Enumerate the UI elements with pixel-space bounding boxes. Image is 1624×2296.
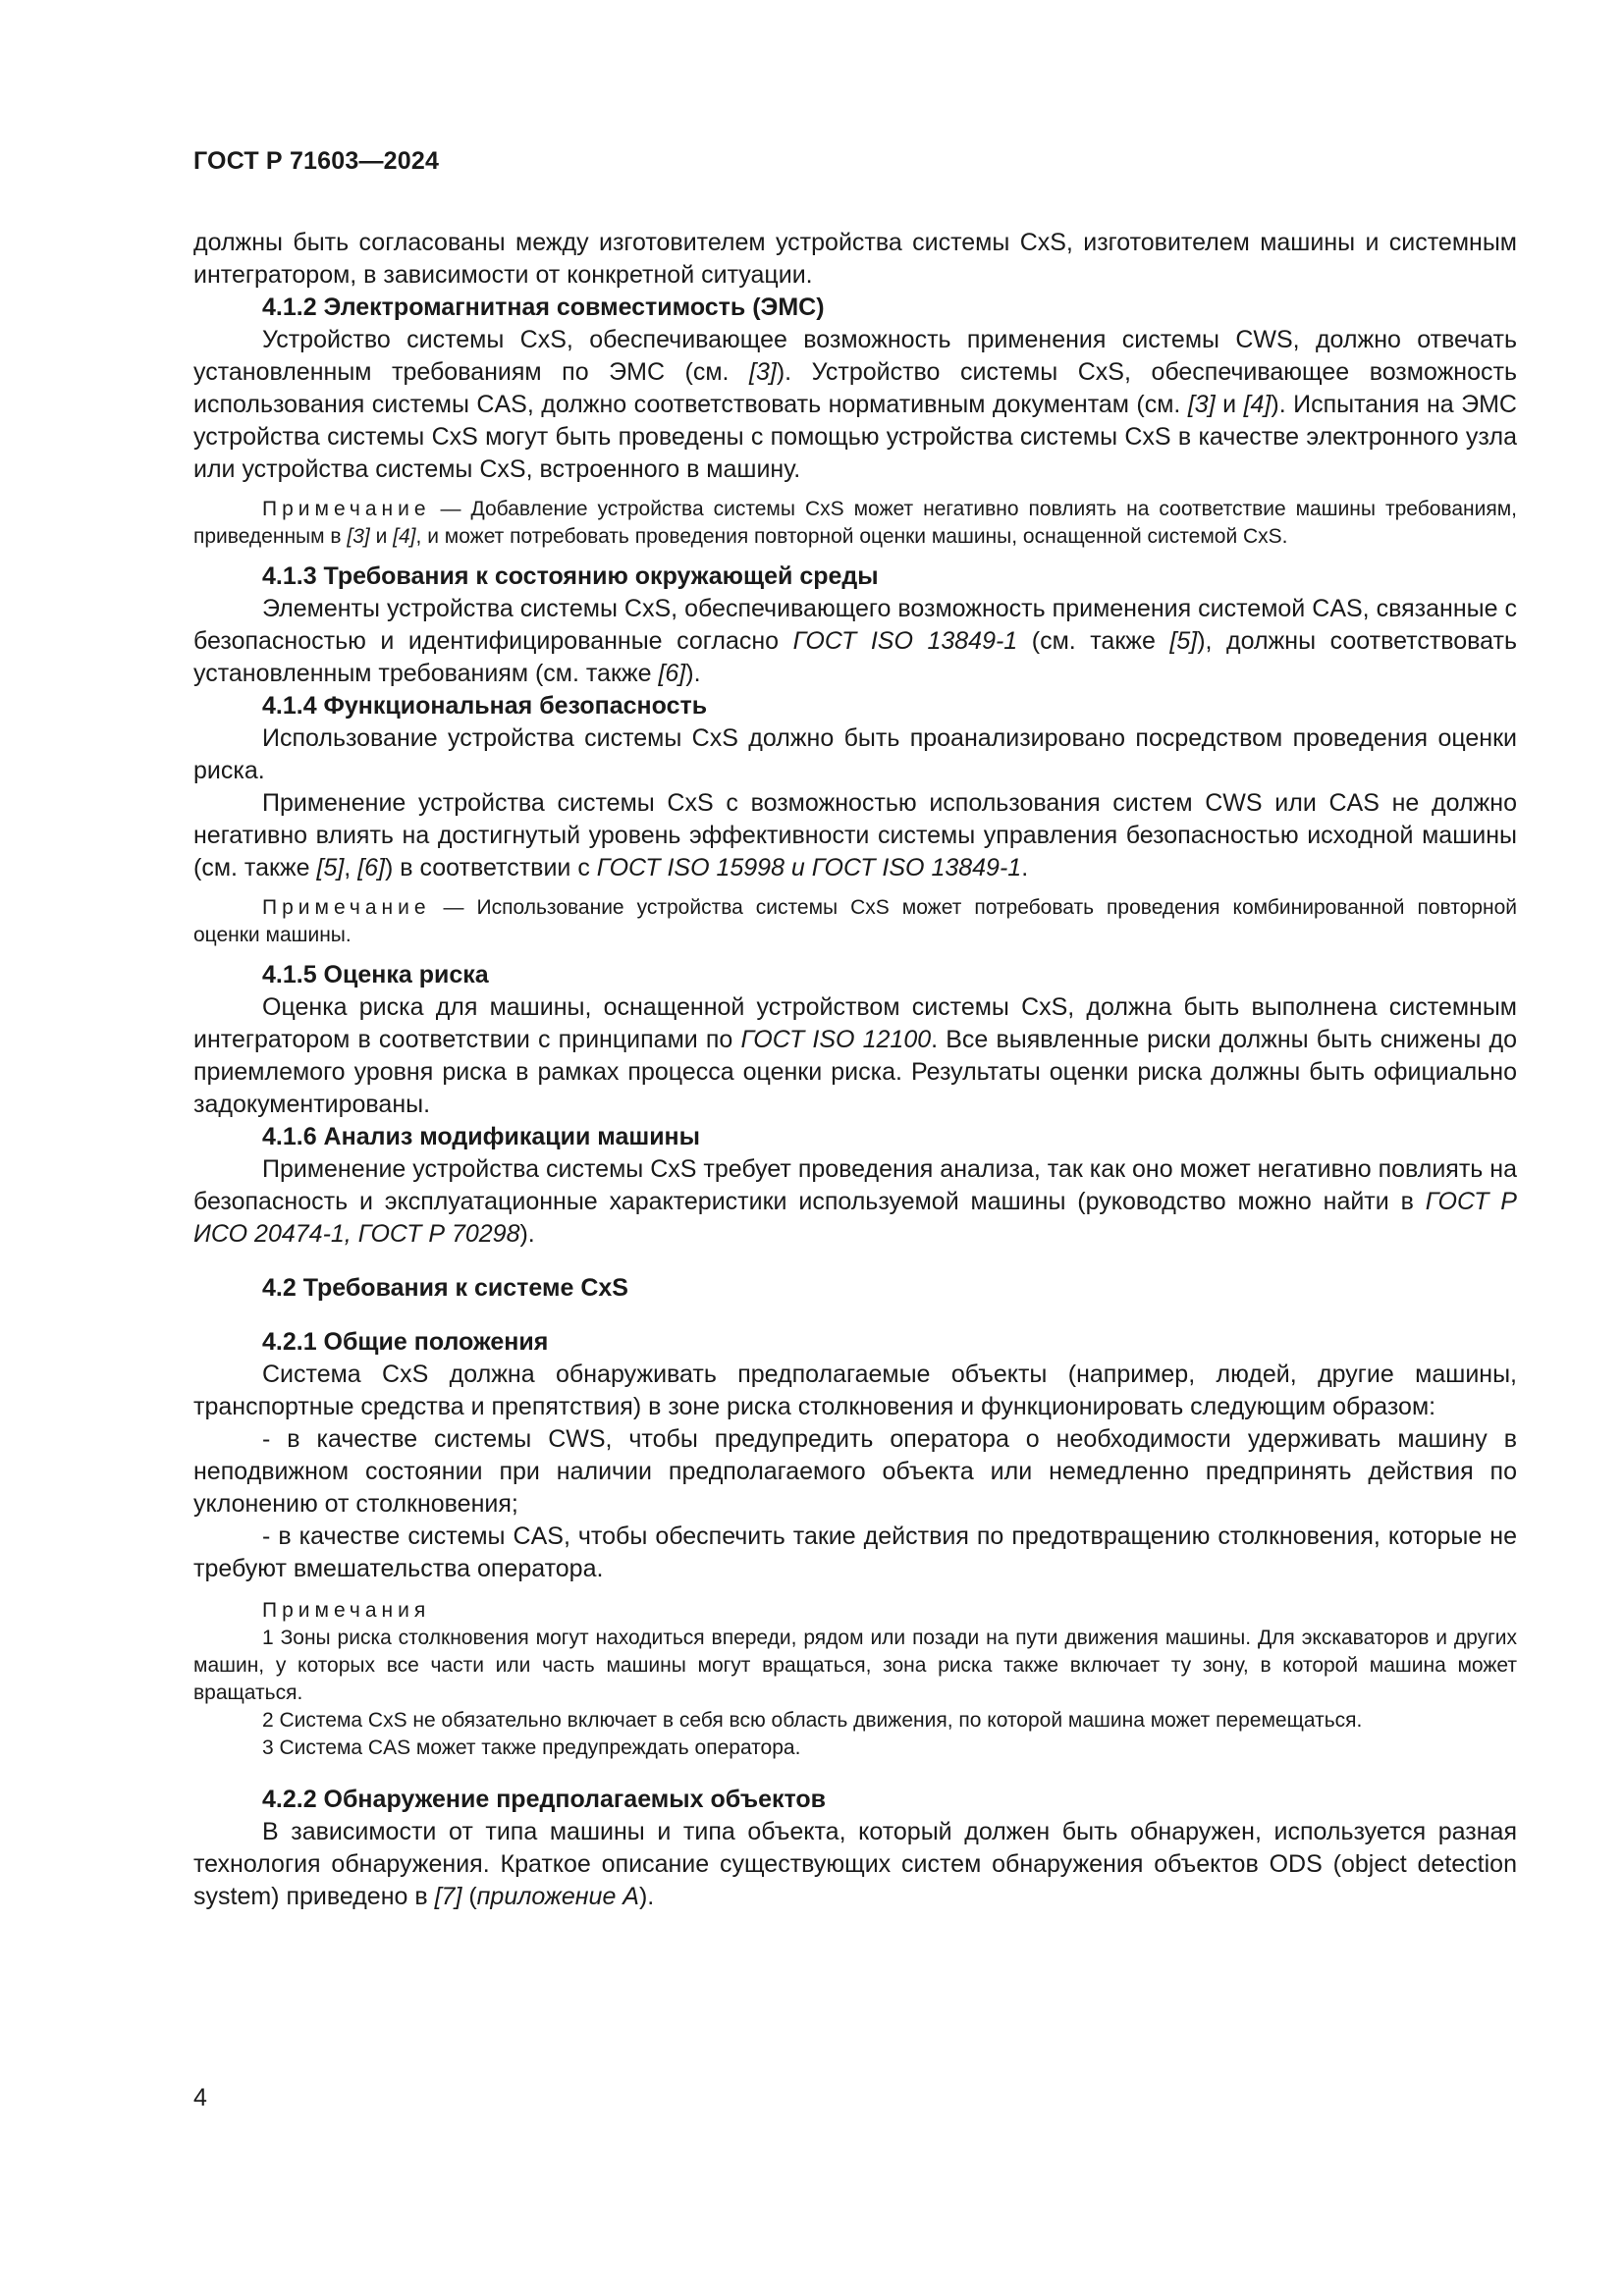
- ref-5: [5]: [316, 854, 345, 881]
- document-page: [193, 147, 1517, 1913]
- paragraph-4-1-6: Применение устройства системы CxS требует проведения анализа, так как оно может негативно повлиять на безопасность и эксплуатационные характеристики используемой машины (руководство можно найти в ГОСТ Р ИСО 20474-1, ГОСТ Р 70298).: [193, 1155, 1517, 1248]
- paragraph-4-2-1: Система CxS должна обнаруживать предполагаемые объекты (например, людей, другие машины, транспортные средства и препятствия) в зоне риска столкновения и функционировать следующим образом:: [193, 1361, 1517, 1420]
- paragraph-4-2-2: В зависимости от типа машины и типа объекта, который должен быть обнаружен, используется разная технология обнаружения. Краткое описание существующих систем обнаружения объектов ODS (object detection system) приведено в [7] (приложение А).: [193, 1818, 1517, 1910]
- heading-4-1-6: 4.1.6 Анализ модификации машины: [262, 1123, 701, 1150]
- heading-4-2-2: 4.2.2 Обнаружение предполагаемых объектов: [262, 1786, 827, 1813]
- paragraph-continuation: должны быть согласованы между изготовителем устройства системы CxS, изготовителем машины и системным интегратором, в зависимости от конкретной ситуации.: [193, 229, 1517, 289]
- paragraph-4-1-4-a: Использование устройства системы CxS должно быть проанализировано посредством проведения оценки риска.: [193, 724, 1517, 784]
- standard-ref: ГОСТ Р ИСО 20474-1, ГОСТ Р 70298: [193, 1188, 1517, 1248]
- note-functional-safety: Примечание — Использование устройства системы CxS может потребовать проведения комбинированной повторной оценки машины.: [193, 896, 1517, 946]
- standard-ref: ГОСТ ISO 15998 и ГОСТ ISO 13849-1: [596, 854, 1022, 881]
- heading-4-2-1: 4.2.1 Общие положения: [262, 1328, 549, 1356]
- heading-4-2: 4.2 Требования к системе CxS: [262, 1274, 628, 1302]
- standard-ref: ГОСТ ISO 13849-1: [792, 627, 1018, 655]
- ref-4: [4]: [393, 525, 416, 548]
- page-number: 4: [193, 2084, 207, 2111]
- list-item-cas: - в качестве системы CAS, чтобы обеспечить такие действия по предотвращению столкновения, которые не требуют вмешательства оператора.: [193, 1522, 1517, 1582]
- note-item-3: 3 Система CAS может также предупреждать оператора.: [262, 1736, 801, 1759]
- paragraph-4-1-4-b: Применение устройства системы CxS с возможностью использования систем CWS или CAS не должно негативно влиять на достигнутый уровень эффективности системы управления безопасностью исходной машины (см. также [5], [6]) в соответствии с ГОСТ ISO 15998 и ГОСТ ISO 13849-1.: [193, 789, 1517, 881]
- paragraph-4-1-5: Оценка риска для машины, оснащенной устройством системы CxS, должна быть выполнена системным интегратором в соответствии с принципами по ГОСТ ISO 12100. Все выявленные риски должны быть снижены до приемлемого уровня риска в рамках процесса оценки риска. Результаты оценки риска должны быть официально задокументированы.: [193, 993, 1518, 1118]
- heading-4-1-5: 4.1.5 Оценка риска: [262, 961, 489, 988]
- ref-3: [3]: [347, 525, 370, 548]
- note-item-2: 2 Система CxS не обязательно включает в себя всю область движения, по которой машина может перемещаться.: [262, 1709, 1363, 1732]
- appendix-ref: приложение А: [476, 1883, 639, 1910]
- note-item-1: 1 Зоны риска столкновения могут находиться впереди, рядом или позади на пути движения машины. Для экскаваторов и других машин, у которых все части или часть машины могут вращаться, зона риска также включает ту зону, в которой машина может вращаться.: [193, 1627, 1517, 1704]
- standard-ref: ГОСТ ISO 12100: [740, 1026, 932, 1053]
- ref-3: [3]: [749, 358, 777, 386]
- ref-3: [3]: [1187, 391, 1216, 418]
- list-item-cws: - в качестве системы CWS, чтобы предупредить оператора о необходимости удерживать машину в неподвижном состоянии при наличии предполагаемого объекта или немедленно предпринять действия по уклонению от столкновения;: [193, 1425, 1517, 1518]
- heading-4-1-2: 4.1.2 Электромагнитная совместимость (ЭМС): [262, 294, 825, 321]
- notes-label: Примечания: [262, 1599, 431, 1622]
- paragraph-4-1-3: Элементы устройства системы CxS, обеспечивающего возможность применения системой CAS, связанные с безопасностью и идентифицированные согласно ГОСТ ISO 13849-1 (см. также [5]), должны соответствовать установленным требованиям (см. также [6]).: [193, 595, 1518, 687]
- ref-5: [5]: [1169, 627, 1198, 655]
- ref-7: [7]: [434, 1883, 462, 1910]
- ref-6: [6]: [658, 660, 686, 687]
- note-label: Примечание: [262, 896, 431, 919]
- ref-4: [4]: [1243, 391, 1272, 418]
- paragraph-4-1-2: Устройство системы CxS, обеспечивающее возможность применения системы CWS, должно отвечать установленным требованиям по ЭМС (см. [3]). Устройство системы CxS, обеспечивающее возможность использования системы CAS, должно соответствовать нормативным документам (см. [3] и [4]). Испытания на ЭМС устройства системы CxS могут быть проведены с помощью устройства системы CxS в качестве электронного узла или устройства системы CxS, встроенного в машину.: [193, 326, 1517, 483]
- note-label: Примечание: [262, 498, 431, 520]
- heading-4-1-3: 4.1.3 Требования к состоянию окружающей среды: [262, 562, 879, 590]
- ref-6: [6]: [357, 854, 385, 881]
- heading-4-1-4: 4.1.4 Функциональная безопасность: [262, 692, 708, 720]
- document-header: ГОСТ Р 71603—2024: [193, 147, 440, 175]
- note-emc: Примечание — Добавление устройства системы CxS может негативно повлиять на соответствие машины требованиям, приведенным в [3] и [4], и может потребовать проведения повторной оценки машины, оснащенной системой CxS.: [193, 498, 1517, 548]
